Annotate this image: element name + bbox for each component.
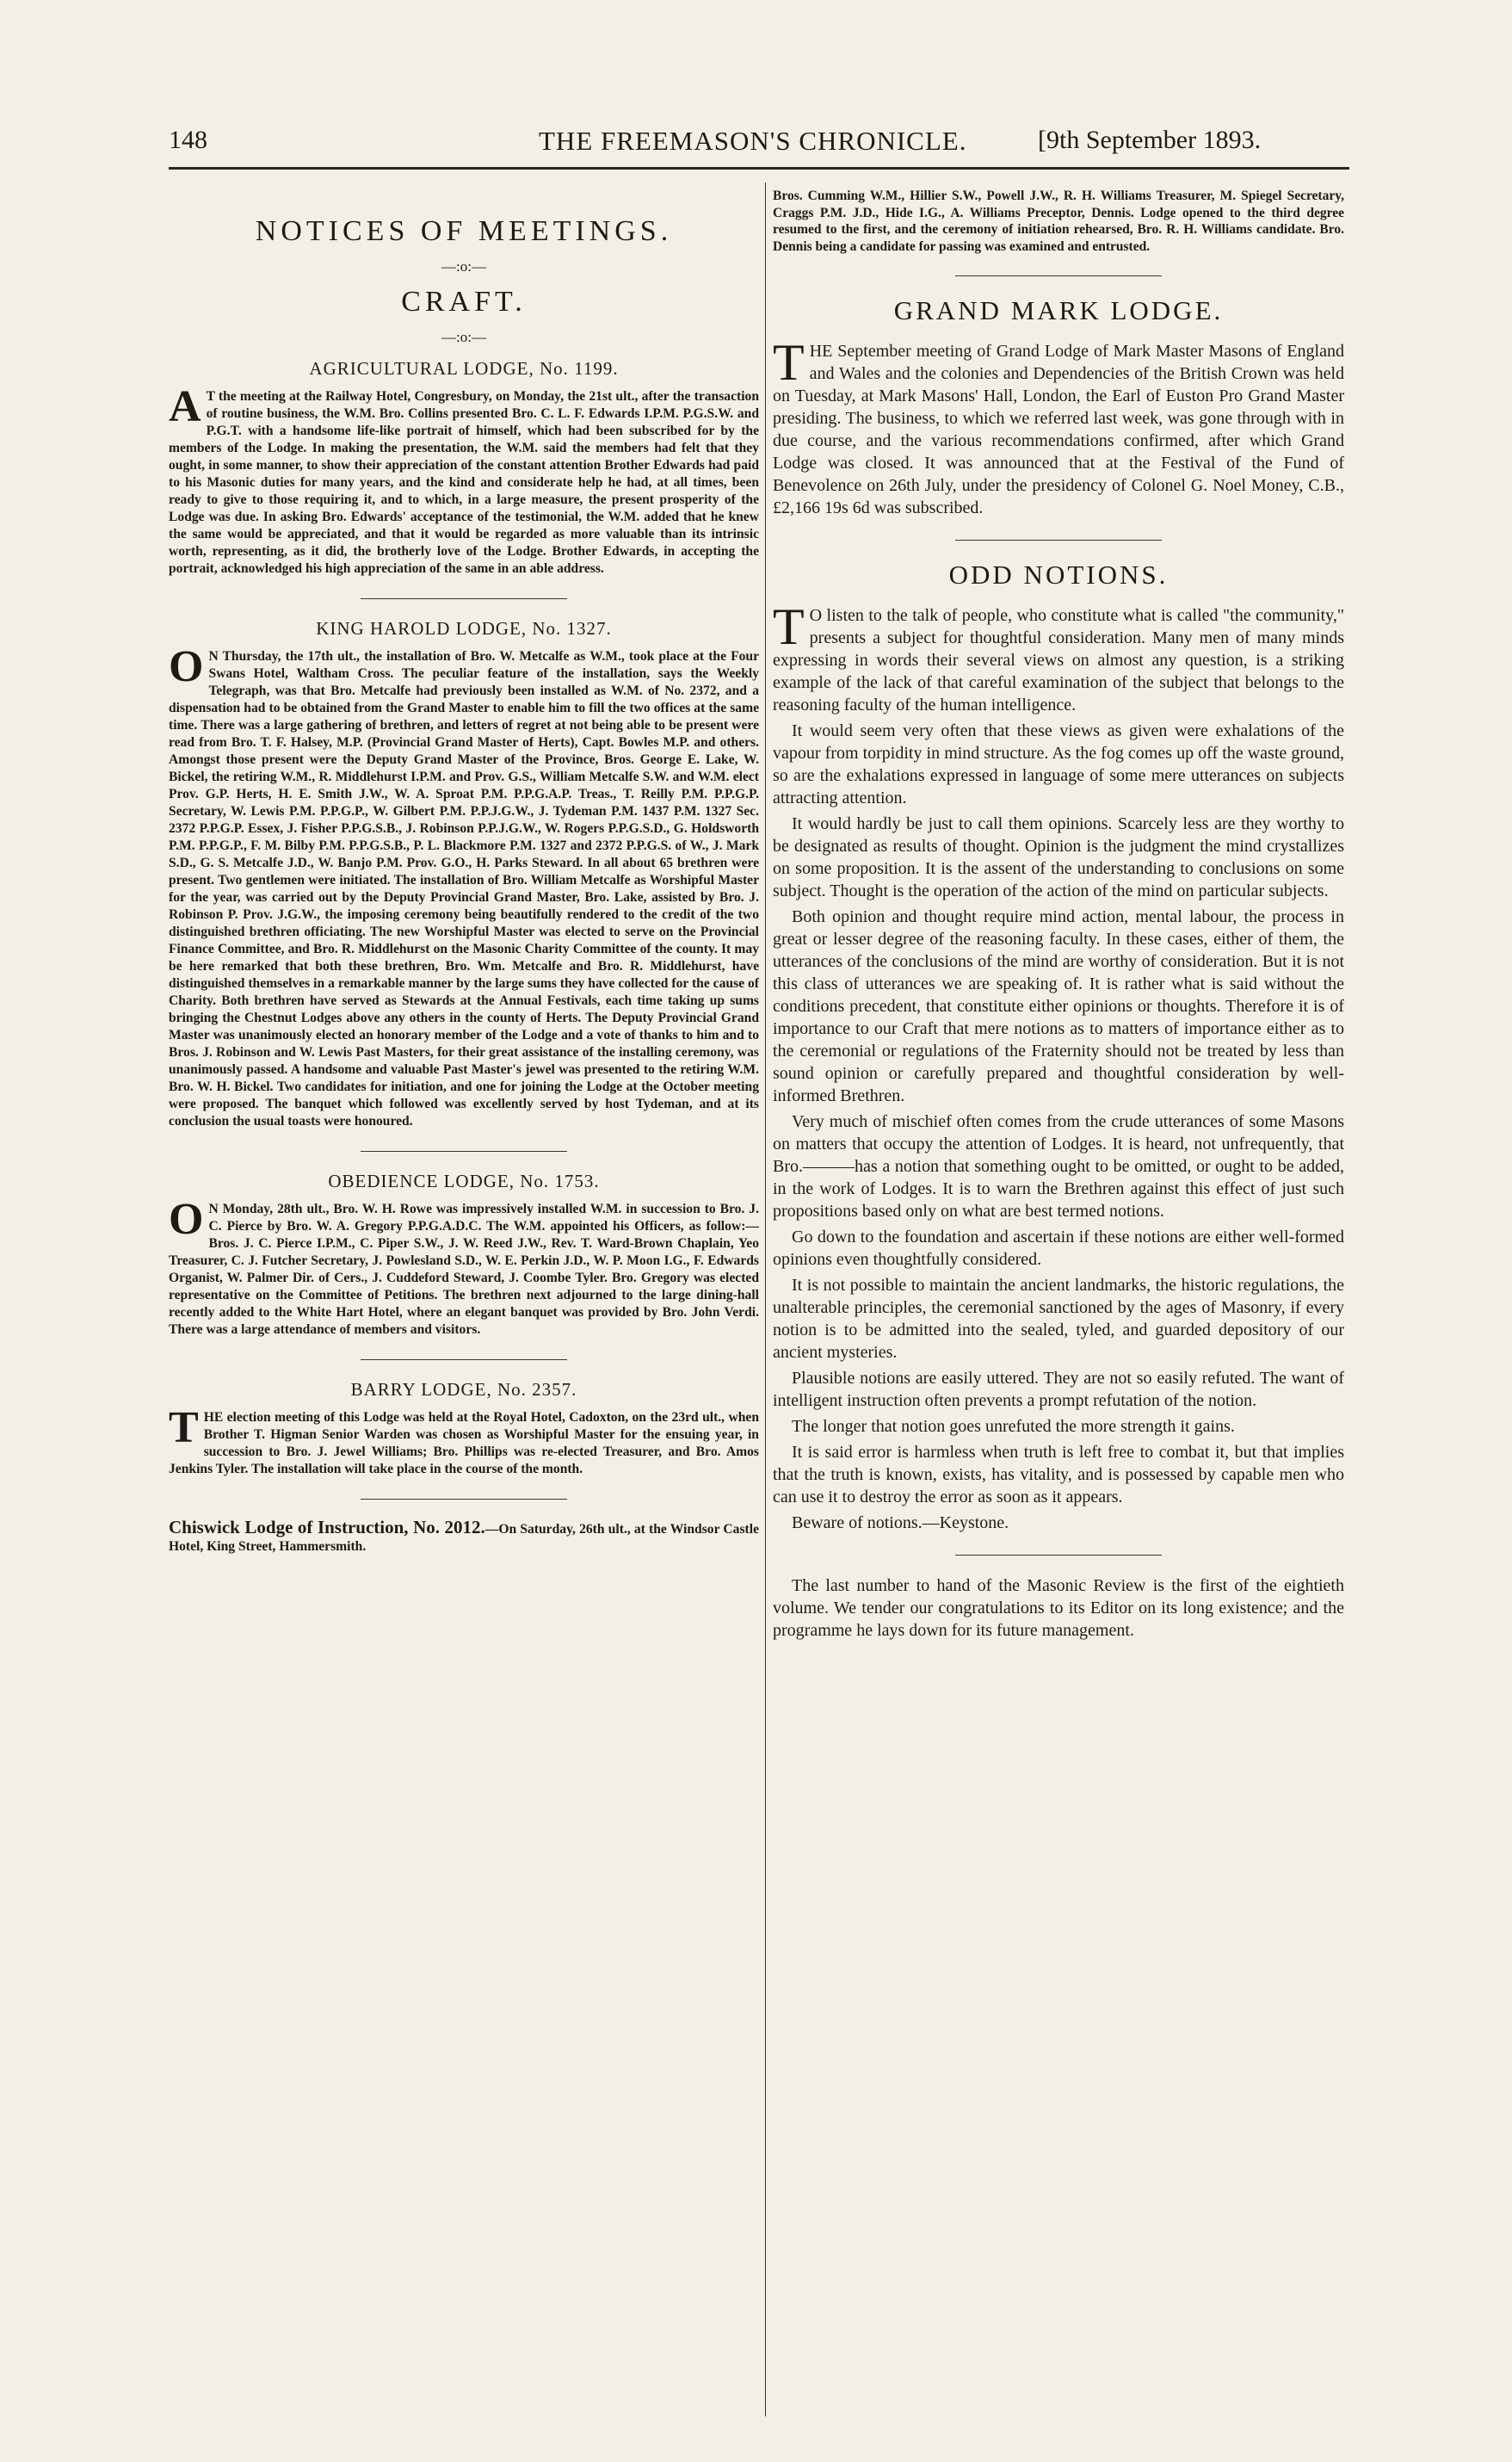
article-divider	[361, 1499, 567, 1500]
king-harold-lodge-report	[169, 642, 759, 1130]
notice-text: —On Saturday, 26th ult., at the Windsor Castle Hotel, King Street, Hammersmith.	[169, 1522, 759, 1554]
article-divider	[361, 1151, 567, 1152]
odd-notions-signoff: Beware of notions.—Keystone.	[792, 1513, 1009, 1532]
section-title: NOTICES OF MEETINGS.	[255, 215, 673, 247]
obedience-lodge-report	[169, 1195, 759, 1339]
article-divider	[955, 1555, 1162, 1556]
barry-lodge-heading: BARRY LODGE, No. 2357.	[350, 1379, 577, 1400]
chiswick-lodge-notice	[169, 1519, 759, 1556]
report-text: HE September meeting of Grand Lodge of Mark Master Masons of England and Wales and the colonies and Dependencies of the British Crown was held on Tuesday, at Mark Masons' Hall, London, the Earl of Euston Pro Grand Master presiding. The business, to which we referred last week, was gone through with in due course, and the various recommendations confirmed, after which Grand Lodge was closed. It was announced that at the Festival of the Fund of Benevolence on 26th July, under the presidency of Colonel G. Noel Money, C.B., £2,166 19s 6d was subscribed.	[773, 342, 1344, 517]
king-harold-lodge-heading: KING HAROLD LODGE, No. 1327.	[316, 618, 612, 639]
agricultural-lodge-report	[169, 382, 759, 578]
odd-notions-paragraph: Go down to the foundation and ascertain if these notions are either well-formed opinions even thoughtfully considered.	[773, 1228, 1344, 1269]
dropcap: A	[169, 382, 201, 431]
right-column	[773, 188, 1344, 2426]
dropcap: O	[169, 1195, 204, 1244]
article-divider	[361, 598, 567, 599]
ornament-separator: —:o:—	[441, 329, 486, 345]
odd-notions-paragraph: Very much of mischief often comes from the crude utterances of some Masons on matters that occupy the attention of Lodges. It is heard, not unfrequently, that Bro.———has a notion that something ought to be omitted, or ought to be added, in the work of Lodges. It is to warn the Brethren against this effect of just such propositions based only on what are best termed notions.	[773, 1112, 1344, 1221]
agricultural-lodge-heading: AGRICULTURAL LODGE, No. 1199.	[309, 358, 619, 379]
issue-date: [9th September 1893.	[1038, 126, 1262, 154]
odd-notions-paragraph: The longer that notion goes unrefuted the more strength it gains.	[792, 1417, 1235, 1436]
odd-notions-paragraph: It would seem very often that these views as given were exhalations of the vapour from torpidity in mind structure. As the fog comes up off the waste ground, so are the exhalations expressed in language of some mere utterances on subjects attracting attention.	[773, 721, 1344, 807]
odd-notions-paragraph: It is said error is harmless when truth is left free to combat it, but that implies that the truth is known, exists, has vitality, and is possessed by capable men who can use it to destroy the error as soon as it appears.	[773, 1443, 1344, 1506]
article-divider	[955, 540, 1162, 541]
column-rule	[765, 182, 766, 2416]
odd-notions-paragraph: Both opinion and thought require mind action, mental labour, the process in great or lesser degree of the reasoning faculty. In these cases, either of them, the utterances of the conclusions of the mind are worthy of consideration. But it is not this class of utterances we are speaking of. It is rather what is said without the conditions precedent, that constitute either opinions or thoughts. Therefore it is of importance to our Craft that mere notions as to matters of importance either as to the ceremonial or regulations of the Fraternity should not be treated by less than sound opinion or carefully prepared and thoughtful consideration by well-informed Brethren.	[773, 907, 1344, 1105]
grand-mark-lodge-heading: GRAND MARK LODGE.	[893, 295, 1224, 325]
page-number: 148	[169, 126, 207, 154]
odd-notions-paragraph: It would hardly be just to call them opinions. Scarcely less are they worthy to be designated as results of thought. Opinion is the judgment the mind crystallizes on some proposition. It is the assent of the understanding to conclusions on some subject. Thought is the operation of the action of the mind on particular subjects.	[773, 814, 1344, 900]
report-text: HE election meeting of this Lodge was held at the Royal Hotel, Cadoxton, on the 23rd ult., when Brother T. Higman Senior Warden was chosen as Worshipful Master for the ensuing year, in succession to Bro. J. Jewel Williams; Bro. Phillips was re-elected Treasurer, and Bro. Amos Jenkins Tyler. The installation will take place in the course of the month.	[169, 1410, 759, 1476]
article-divider	[955, 275, 1162, 276]
dropcap: O	[169, 642, 204, 691]
running-head	[169, 126, 1348, 164]
report-text: T the meeting at the Railway Hotel, Congresbury, on Monday, the 21st ult., after the transaction of routine business, the W.M. Bro. Collins presented Bro. C. L. F. Edwards I.P.M. P.G.S.W. and P.G.T. with a handsome life-like portrait of himself, which had been subscribed for by the members of the Lodge. In making the presentation, the W.M. said the members had felt that they ought, in some manner, to show their appreciation of the constant attention Brother Edwards had paid to his Masonic duties for many years, and the kind and considerate help he had, at all times, been ready to give to those requiring it, and to which, in a large measure, the present prosperity of the Lodge was due. In asking Bro. Edwards' acceptance of the testimonial, the W.M. added that he knew the same would be appreciated, and that it would be regarded as more valuable than its intrinsic worth, representing, as it did, the brotherly love of the Lodge. Brother Edwards, in accepting the portrait, acknowledged his high appreciation of the same in an able address.	[169, 389, 759, 576]
grand-mark-lodge-report	[773, 334, 1344, 519]
masonic-review-note: The last number to hand of the Masonic Review is the first of the eightieth volume. We tender our congratulations to its Editor on its long existence; and the programme he lays down for its future management.	[773, 1576, 1344, 1640]
chiswick-heading: Chiswick Lodge of Instruction, No. 2012.	[169, 1517, 485, 1537]
odd-notions-paragraph	[773, 598, 1344, 716]
odd-notions-paragraph: It is not possible to maintain the ancient landmarks, the historic regulations, the unalterable principles, the ceremonial sanctioned by the ages of Masonry, if every notion is to be admitted into the sealed, tyled, and guarded depository of our ancient mysteries.	[773, 1276, 1344, 1362]
odd-notions-paragraph: Plausible notions are easily uttered. They are not so easily refuted. The want of intelligent instruction often prevents a prompt refutation of the notion.	[773, 1369, 1344, 1410]
dropcap: T	[773, 598, 805, 655]
report-text: N Thursday, the 17th ult., the installation of Bro. W. Metcalfe as W.M., took place at the Four Swans Hotel, Waltham Cross. The peculiar feature of the installation, says the Weekly Telegraph, was that Bro. Metcalfe had previously been installed as W.M. of No. 2372, and a dispensation had to be obtained from the Grand Master to enable him to fill the two offices at the same time. There was a large gathering of brethren, and letters of regret at not being able to be present were read from Bro. T. F. Halsey, M.P. (Provincial Grand Master of Herts), Capt. Bowles M.P. and others. Amongst those present were the Deputy Grand Master of the Province, Bros. George E. Lake, W. Bickel, the retiring W.M., R. Middlehurst I.P.M. and Prov. G.S., William Metcalfe S.W. and W.M. elect Prov. G.P. Herts, H. E. Smith J.W., W. A. Sproat P.M. P.P.G.A.P. Treas., T. Reilly P.M. P.P.G.P. Secretary, W. Lewis P.M. P.P.G.P., W. Gilbert P.M. P.P.J.G.W., J. Tydeman P.M. 1437 P.M. 1327 Sec. 2372 P.P.G.P. Essex, J. Fisher P.P.G.S.B., J. Robinson P.P.J.G.W., W. Rogers P.P.G.S.D., G. Holdsworth P.M. P.P.G.P., F. M. Bilby P.M. P.P.G.S.B., P. L. Blackmore P.M. 1327 and 2372 P.P.G.S. of W., J. Mark S.D., G. S. Metcalfe J.D., W. Banjo P.M. Prov. G.O., H. Parks Steward. In all about 65 brethren were present. Two gentlemen were initiated. The installation of Bro. William Metcalfe as Worshipful Master for the year, was carried out by the Deputy Provincial Grand Master, Bro. Lake, assisted by Bro. J. Robinson P. Prov. J.G.W., the imposing ceremony being beautifully rendered to the credit of the two distinguished brethren officiating. The new Worshipful Master was elected to serve on the Provincial Finance Committee, and Bro. R. Middlehurst on the Masonic Charity Committee of the county. It may be here remarked that both these brethren, Bro. Wm. Metcalfe and Bro. R. Middlehurst, have distinguished themselves in a remarkable manner by the large sums they have collected for the cause of Charity. Both brethren have served as Stewards at the Annual Festivals, each time taking up sums bringing the Chestnut Lodges above any others in the county of Herts. The Deputy Provincial Grand Master was unanimously elected an honorary member of the Lodge and a vote of thanks to him and to Bros. J. Robinson and W. Lewis Past Masters, for their great assistance of the installing ceremony, was unanimously passed. A handsome and valuable Past Master's jewel was presented to the retiring W.M. Bro. W. H. Bickel. Two candidates for initiation, and one for joining the Lodge at the October meeting were proposed. The banquet which followed was excellently served by host Tydeman, and at its conclusion the usual toasts were honoured.	[169, 649, 759, 1129]
craft-title: CRAFT.	[401, 286, 527, 318]
obedience-lodge-heading: OBEDIENCE LODGE, No. 1753.	[328, 1171, 600, 1191]
report-text: N Monday, 28th ult., Bro. W. H. Rowe was impressively installed W.M. in succession to Bro. J. C. Pierce by Bro. W. A. Gregory P.P.G.A.D.C. The W.M. appointed his Officers, as follow:— Bros. J. C. Pierce I.P.M., C. Piper S.W., J. W. Reed J.W., Rev. T. Ward-Brown Chaplain, Yeo Treasurer, C. J. Futcher Secretary, J. Powlesland S.D., W. E. Perkin J.D., W. P. Moon I.G., F. Edwards Organist, W. Palmer Dir. of Cers., J. Cuddeford Steward, J. Coombe Tyler. Bro. Gregory was elected representative on the Committee of Petitions. The brethren next adjourned to the large dining-hall recently added to the White Hart Hotel, where an elegant banquet was provided by Bro. John Verdi. There was a large attendance of members and visitors.	[169, 1202, 759, 1337]
dropcap: T	[773, 334, 805, 391]
article-divider	[361, 1359, 567, 1360]
header-rule	[169, 167, 1349, 170]
paragraph-text: O listen to the talk of people, who constitute what is called "the community," presents a subject for thoughtful consideration. Many men of many minds expressing in words their several views on almost any question, is a striking example of the lack of that careful examination of the subject that belongs to the reasoning faculty of the human intelligence.	[773, 606, 1344, 714]
odd-notions-heading: ODD NOTIONS.	[948, 560, 1169, 590]
dropcap: T	[169, 1403, 199, 1452]
lodge-of-instruction-continuation: Bros. Cumming W.M., Hillier S.W., Powell J.W., R. H. Williams Treasurer, M. Spiegel Secretary, Craggs P.M. J.D., Hide I.G., A. Williams Preceptor, Dennis. Lodge opened to the third degree resumed to the first, and the ceremony of initiation rehearsed, Bro. R. H. Williams candidate. Bro. Dennis being a candidate for passing was examined and entrusted.	[773, 189, 1344, 254]
journal-title: THE FREEMASON'S CHRONICLE.	[539, 126, 967, 156]
left-column	[169, 207, 759, 2419]
barry-lodge-report	[169, 1403, 759, 1478]
ornament-separator: —:o:—	[441, 258, 486, 275]
